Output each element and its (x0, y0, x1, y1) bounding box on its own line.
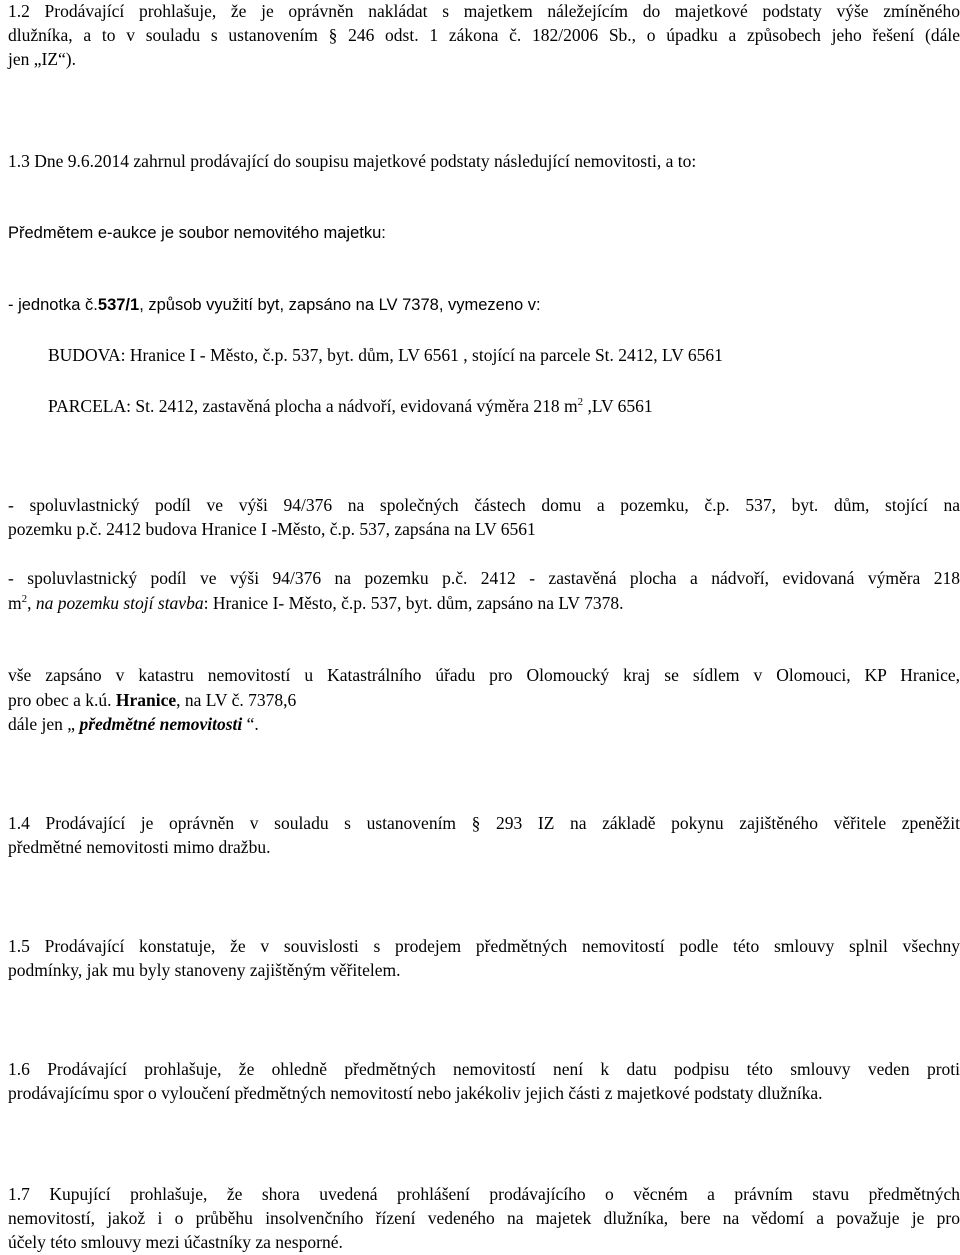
building-line: BUDOVA: Hranice I - Město, č.p. 537, byt. dům, LV 6561 , stojící na parcele St. 2412, LV 6561 (48, 345, 723, 365)
para-1-6-line-2: prodávajícímu spor o vyloučení předmětných nemovitostí nebo jakékoliv jejich části z majetkové podstaty dlužníka. (8, 1083, 823, 1103)
auction-subject: Předmětem e-aukce je soubor nemovitého majetku: (8, 224, 386, 242)
para-1-3-line: 1.3 Dne 9.6.2014 zahrnul prodávající do soupisu majetkové podstaty následující nemovitosti, a to: (8, 151, 697, 171)
share-2-line-2: $m^2$, na pozemku stojí stavba: Hranice I- Město, č.p. 537, byt. dům, zapsáno na LV 7378. (8, 593, 624, 613)
para-1-7-line-3: účely této smlouvy mezi účastníky za nesporné. (8, 1232, 343, 1252)
para-1-2-line-2: dlužníka, a to v souladu s ustanovením § 246 odst. 1 zákona č. 182/2006 Sb., o úpadku a způsobech jeho řešení (dále (8, 25, 960, 45)
parcel-line: PARCELA: St. 2412, zastavěná plocha a nádvoří, evidovaná výměra 218 $m^2$ ,LV 6561 (48, 396, 653, 416)
share-2-line-1: - spoluvlastnický podíl ve výši 94/376 na pozemku p.č. 2412 - zastavěná plocha a nádvoří, evidovaná výměra 218 (8, 568, 960, 588)
share-1-line-1: - spoluvlastnický podíl ve výši 94/376 na společných částech domu a pozemku, č.p. 537, byt. dům, stojící na (8, 495, 960, 515)
para-1-4-line-2: předmětné nemovitosti mimo dražbu. (8, 837, 271, 857)
registry-line-2: pro obec a k.ú. Hranice, na LV č. 7378,6 (8, 690, 297, 710)
para-1-2-line-3: jen „IZ“). (8, 49, 77, 69)
para-1-5-line-1: 1.5 Prodávající konstatuje, že v souvislosti s prodejem předmětných nemovitostí podle této smlouvy splnil všechny (8, 936, 960, 956)
para-1-4-line-1: 1.4 Prodávající je oprávněn v souladu s ustanovením § 293 IZ na základě pokynu zajištěného věřitele zpeněžit (8, 813, 960, 833)
para-1-7-line-2: nemovitostí, jakož i o průběhu insolvenčního řízení vedeného na majetek dlužníka, bere na vědomí a považuje je pro (8, 1208, 960, 1228)
para-1-5-line-2: podmínky, jak mu byly stanoveny zajištěným věřitelem. (8, 960, 401, 980)
registry-line-1: vše zapsáno v katastru nemovitostí u Katastrálního úřadu pro Olomoucký kraj se sídlem v Olomouci, KP Hranice, (8, 665, 960, 685)
registry-line-3: dále jen „ předmětné nemovitosti “. (8, 714, 259, 734)
share-1-line-2: pozemku p.č. 2412 budova Hranice I -Město, č.p. 537, zapsána na LV 6561 (8, 519, 536, 539)
para-1-7-line-1: 1.7 Kupující prohlašuje, že shora uvedená prohlášení prodávajícího o věcném a právním stavu předmětných (8, 1184, 960, 1204)
para-1-6-line-1: 1.6 Prodávající prohlašuje, že ohledně předmětných nemovitostí není k datu podpisu této smlouvy veden proti (8, 1059, 960, 1079)
unit-line: - jednotka č.537/1, způsob využití byt, zapsáno na LV 7378, vymezeno v: (8, 296, 541, 314)
para-1-2-line-1: 1.2 Prodávající prohlašuje, že je oprávněn nakládat s majetkem náležejícím do majetkové podstaty výše zmíněného (8, 1, 960, 21)
